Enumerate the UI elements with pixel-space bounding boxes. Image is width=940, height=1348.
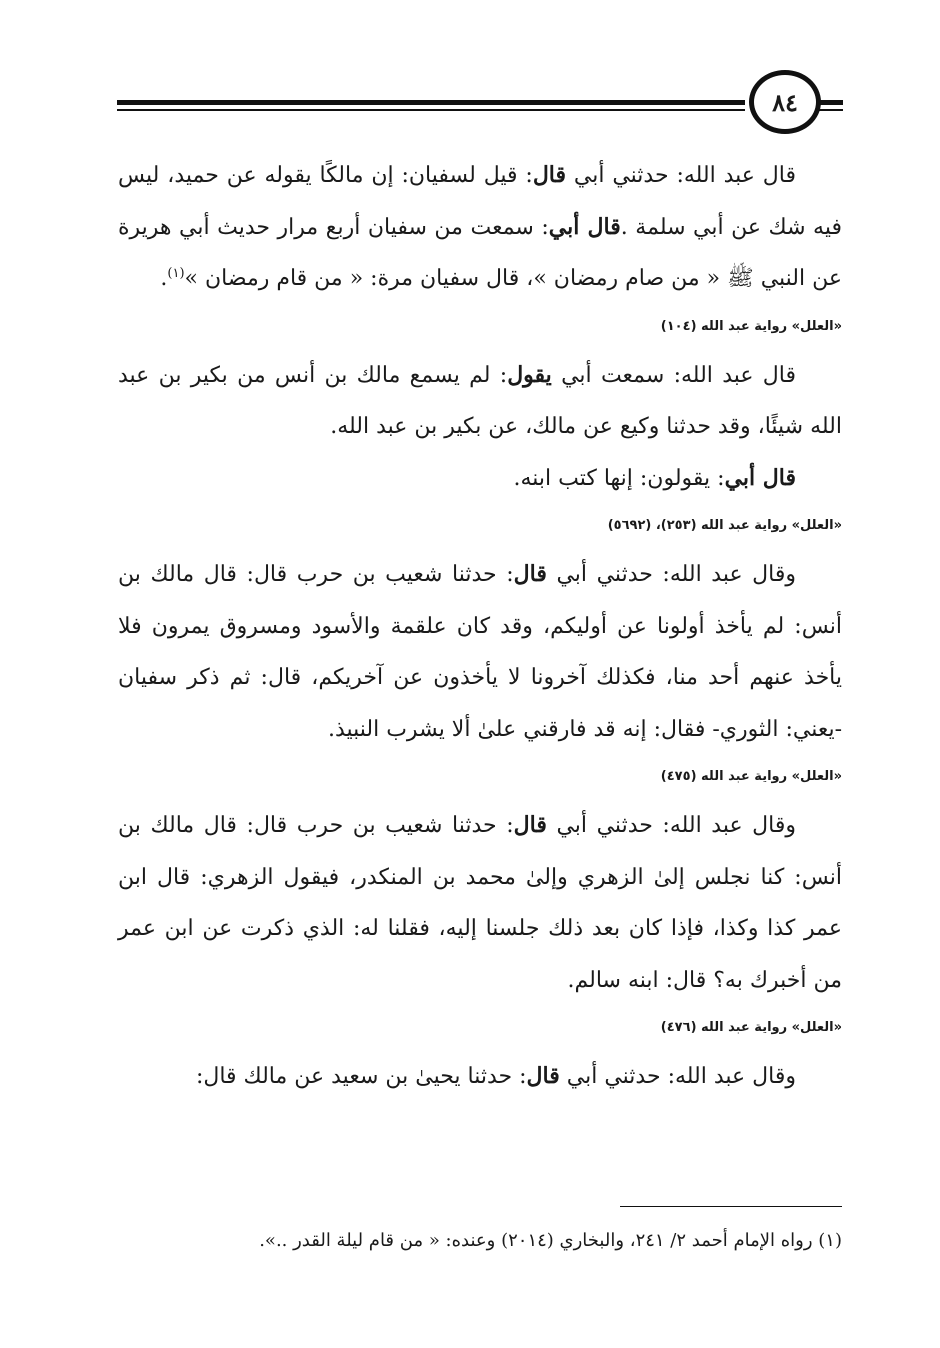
text-run: : حدثنا يحيىٰ بن سعيد عن مالك قال:: [195, 1064, 527, 1089]
page-number: ٨٤: [749, 70, 821, 134]
bold-term: قال أبي: [724, 464, 796, 491]
text-run: : قيل لسفيان: إن مالكًا يقوله عن حميد، ليس فيه شك عن أبي سلمة .: [118, 163, 843, 240]
text-run: وقال عبد الله: حدثني أبي: [546, 562, 797, 587]
header-rule-right: [819, 100, 843, 105]
footnote: (١) رواه الإمام أحمد ٢/ ٢٤١، والبخاري (٢٠١٤) وعنده: « من قام ليلة القدر ..».: [259, 1230, 842, 1251]
text-run: : لم يسمع مالك بن أنس من بكير بن عبد الله شيئًا، وقد حدثنا وكيع عن مالك، عن بكير بن عبد الله.: [118, 362, 842, 439]
text-run: : يقولون: إنها كتب ابنه.: [513, 465, 725, 491]
source-citation: «العلل» رواية عبد الله (٤٧٥): [660, 769, 842, 784]
text-run: قال عبد الله: سمعت أبي: [551, 362, 796, 388]
bold-term: قال أبي: [548, 213, 621, 240]
source-citation: «العلل» رواية عبد الله (١٠٤): [660, 318, 842, 334]
text-run: : سمعت من سفيان أربع مرار حديث أبي هريرة عن النبي ﷺ « من صام رمضان »، قال سفيان مرة: « من قام رمضان »: [118, 214, 842, 291]
text-run: .: [160, 266, 168, 291]
source-citation: «العلل» رواية عبد الله (٢٥٣)، (٥٦٩٢): [607, 518, 842, 533]
bold-term: قال: [513, 812, 547, 838]
paragraph: [118, 350, 842, 453]
bold-term: قال: [513, 561, 547, 587]
text-run: وقال عبد الله: حدثني أبي: [546, 813, 797, 838]
footnote-marker: (١): [167, 266, 185, 281]
source-citation: «العلل» رواية عبد الله (٤٧٦): [660, 1020, 842, 1035]
paragraph: [118, 1051, 842, 1103]
paragraph: [118, 549, 842, 755]
page-header: [117, 62, 843, 142]
text-run: قال عبد الله: حدثني أبي: [566, 163, 796, 188]
header-rule-right-thin: [819, 109, 843, 111]
bold-term: قال: [532, 162, 567, 188]
text-run: : حدثنا شعيب بن حرب قال: قال مالك بن أنس: لم يأخذ أولونا عن أوليكم، وقد كان علقمة والأسود ومسروق يمرون فلا يأخذ عنهم أحد منا، فكذلك آخرونا لا يأخذون عن آخريكم، قال: ثم ذكر سفيان -يعني: الثوري- فقال: إنه قد فارقني علىٰ ألا يشرب النبيذ.: [118, 562, 842, 742]
text-run: : حدثنا شعيب بن حرب قال: قال مالك بن أنس: كنا نجلس إلىٰ الزهري وإلىٰ محمد بن المنكدر، فيقول الزهري: قال ابن عمر كذا وكذا، فإذا كان بعد ذلك جلسنا إليه، فقلنا له: الذي ذكرت عن ابن عمر من أخبرك به؟ قال: ابنه سالم.: [118, 813, 842, 993]
paragraph: [118, 453, 842, 505]
bold-term: قال: [526, 1063, 560, 1089]
header-rule-thick: [117, 100, 745, 105]
header-rule-thin: [117, 109, 745, 111]
paragraph: [118, 800, 842, 1006]
paragraph: [118, 150, 842, 305]
bold-term: يقول: [507, 361, 552, 388]
text-run: وقال عبد الله: حدثني أبي: [559, 1064, 796, 1089]
footnote-rule: [620, 1206, 842, 1207]
page-body: [118, 150, 842, 1103]
